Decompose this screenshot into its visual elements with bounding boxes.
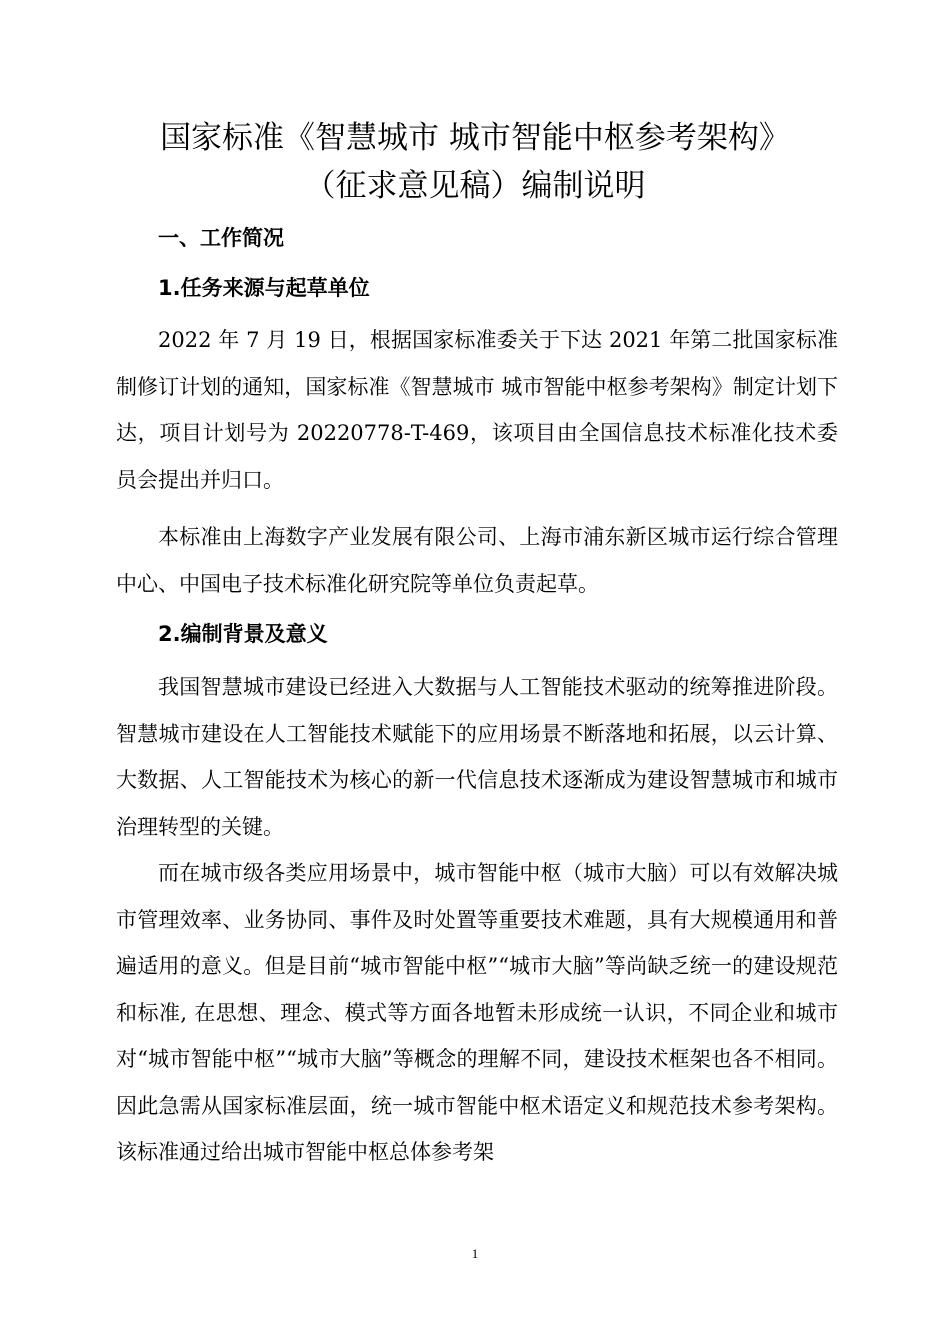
document-title-line-1: 国家标准《智慧城市 城市智能中枢参考架构》	[160, 120, 790, 156]
document-title-line-2: （征求意见稿）编制说明	[304, 168, 646, 204]
paragraph-drafting-units: 本标准由上海数字产业发展有限公司、上海市浦东新区城市运行综合管理中心、中国电子技术标准化研究院等单位负责起草。	[116, 525, 838, 596]
paragraph-significance: 而在城市级各类应用场景中，城市智能中枢（城市大脑）可以有效解决城市管理效率、业务协同、事件及时处置等重要技术难题，具有大规模通用和普遍适用的意义。但是目前“城市智能中枢”“城市大脑”等尚缺乏统一的建设规范和标准, 在思想、理念、模式等方面各地暂未形成统一认识，不同企业和城市对“城市智能中枢”“城市大脑”等概念的理解不同，建设技术框架也各不相同。因此急需从国家标准层面，统一城市智能中枢术语定义和规范技术参考架构。该标准通过给出城市智能中枢总体参考架	[116, 861, 838, 1164]
paragraph-task-source: 2022 年 7 月 19 日，根据国家标准委关于下达 2021 年第二批国家标准制修订计划的通知，国家标准《智慧城市 城市智能中枢参考架构》制定计划下达，项目计划号为 20220778-T-469，该项目由全国信息技术标准化技术委员会提出并归口。	[116, 328, 838, 492]
subsection-heading-task-source: 1.任务来源与起草单位	[158, 276, 370, 300]
subsection-heading-background: 2.编制背景及意义	[158, 622, 328, 646]
section-heading-work-overview: 一、工作简况	[158, 226, 284, 250]
page-number: 1	[471, 1246, 479, 1261]
paragraph-background: 我国智慧城市建设已经进入大数据与人工智能技术驱动的统筹推进阶段。智慧城市建设在人工智能技术赋能下的应用场景不断落地和拓展，以云计算、大数据、人工智能技术为核心的新一代信息技术逐渐成为建设智慧城市和城市治理转型的关键。	[116, 675, 838, 839]
